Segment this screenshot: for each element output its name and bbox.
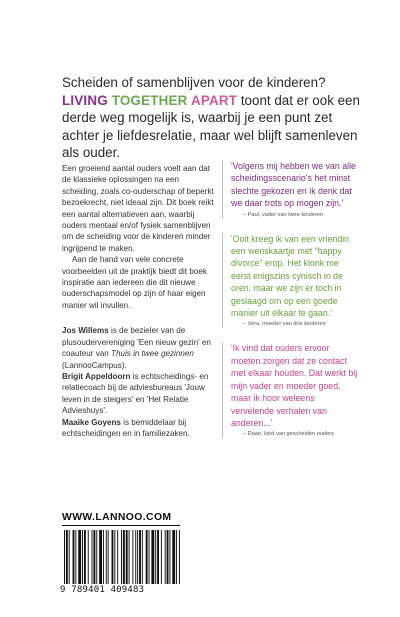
barcode-bar [82, 530, 83, 584]
barcode-bar [139, 530, 141, 584]
barcode-bar [132, 530, 133, 584]
barcode-bar [117, 530, 118, 584]
publisher-url: WWW.LANNOO.COM [62, 512, 180, 526]
testimonials-column [222, 160, 358, 452]
barcode-bar [137, 530, 138, 584]
intro-question: Scheiden of samenblijven voor de kinderen? [62, 75, 326, 90]
quote-text: 'Ik vind dat ouders ervoor moeten zorgen dat ze contact met elkaar houden. Dat werkt bij mijn vader en moeder goed, maar ik hoor weleens vervelende verhalen van anderen...' [231, 343, 358, 428]
barcode-bar [123, 530, 125, 584]
barcode-bar [108, 530, 109, 584]
barcode-bar [112, 530, 114, 584]
barcode [62, 530, 182, 584]
logo-apart: APART [190, 92, 238, 108]
quote-attribution: – Paul, vader van twee kinderen [243, 211, 323, 218]
quote-attribution: – Daan, kind van gescheiden ouders [243, 431, 334, 438]
barcode-bar [151, 530, 154, 584]
intro-rest: toont dat er ook een derde weg mogelijk is, waarbij je een punt zet achter je liefdesrelatie, maar wel blijft samenleven als ouder. [62, 92, 360, 161]
series-logo [62, 93, 237, 108]
book-title: Thuis in twee gezinnen [111, 349, 194, 359]
bio-name: Maaike Goyens [62, 417, 121, 427]
bio-text: is bemiddelaar bij echtscheidingen en in familiezaken. [62, 417, 190, 438]
barcode-bar [165, 530, 166, 584]
bio-jos [62, 325, 214, 371]
bio-text: is de bezieler van de plusoudervereniging 'Een nieuw gezin' en coauteur van [62, 326, 211, 359]
barcode-bar [167, 530, 169, 584]
bio-maaike [62, 417, 214, 440]
description-paragraph-1: Een groeiend aantal ouders voelt aan dat de klassieke oplossingen na een scheiding, zoals co-ouderschap of beperkt bezoekrecht, niet ideaal zijn. Dit boek reikt een aantal alternatieven aan, waarbij ouders mentaal en/of fysiek samenblijven om de scheiding voor de kinderen minder ingrijpend te maken. [62, 164, 214, 253]
barcode-bar [96, 530, 97, 584]
testimonial-paul [222, 160, 358, 219]
barcode-bar [66, 530, 68, 584]
description-column [62, 163, 214, 439]
barcode-bar [172, 530, 175, 584]
barcode-bar [129, 530, 130, 584]
testimonial-vera [222, 233, 358, 329]
bio-brigit [62, 371, 214, 417]
testimonial-daan [222, 342, 358, 438]
barcode-bar [169, 530, 170, 584]
author-bios [62, 325, 214, 439]
barcode-bar [126, 530, 128, 584]
bio-text: (LannooCampus). [62, 360, 127, 370]
barcode-bar [92, 530, 93, 584]
barcode-bar [149, 530, 150, 584]
barcode-bar [176, 530, 177, 584]
barcode-bar [142, 530, 143, 584]
bio-name: Jos Willems [62, 326, 109, 336]
quote-attribution: – Vera, moeder van drie kinderen [243, 321, 326, 328]
barcode-bar [161, 530, 162, 584]
barcode-bar [99, 530, 102, 584]
bio-name: Brigit Appeldoorn [62, 371, 131, 381]
quote-text: 'Ooit kreeg ik van een vriendin een wenskaartje met "happy divorce" erop. Het klonk me eerst enigszins cynisch in de oren, maar we zijn er toch in geslaagd om op een goede manier uit elkaar te gaan.' [231, 233, 350, 319]
barcode-bar [135, 530, 136, 584]
barcode-bar [114, 530, 115, 584]
barcode-bar [157, 530, 159, 584]
quote-text: 'Volgens mij hebben we van alle scheidingsscenario's het minst slechte gekozen en ik denk dat we daar trots op mogen zijn.' [231, 161, 356, 209]
barcode-bar [103, 530, 104, 584]
barcode-bar [179, 530, 180, 584]
intro-paragraph [62, 74, 362, 162]
logo-living: LIVING [62, 92, 108, 108]
isbn-digits: 9 789401 409483 [60, 585, 145, 595]
barcode-bar [93, 530, 95, 584]
barcode-bar [69, 530, 70, 584]
barcode-bar [73, 530, 75, 584]
barcode-bar [146, 530, 148, 584]
barcode-bar [155, 530, 156, 584]
barcode-bar [106, 530, 107, 584]
barcode-bar [84, 530, 86, 584]
description-paragraph-2: Aan de hand van vele concrete voorbeelden uit de praktijk biedt dit boek inspiratie aan iedereen die dit nieuwe ouderschapsmodel op zijn of haar eigen manier wil invullen. [62, 255, 207, 310]
barcode-bar [121, 530, 122, 584]
barcode-bar [88, 530, 89, 584]
bio-text: is echtscheidings- en relatiecoach bij de adviesbureaus 'Jouw leven in de steigers' en 'Het Relatie Advieshuys'. [62, 371, 209, 416]
barcode-bar [64, 530, 65, 584]
barcode-bar [75, 530, 76, 584]
barcode-bar [78, 530, 81, 584]
logo-together: TOGETHER [111, 92, 188, 108]
